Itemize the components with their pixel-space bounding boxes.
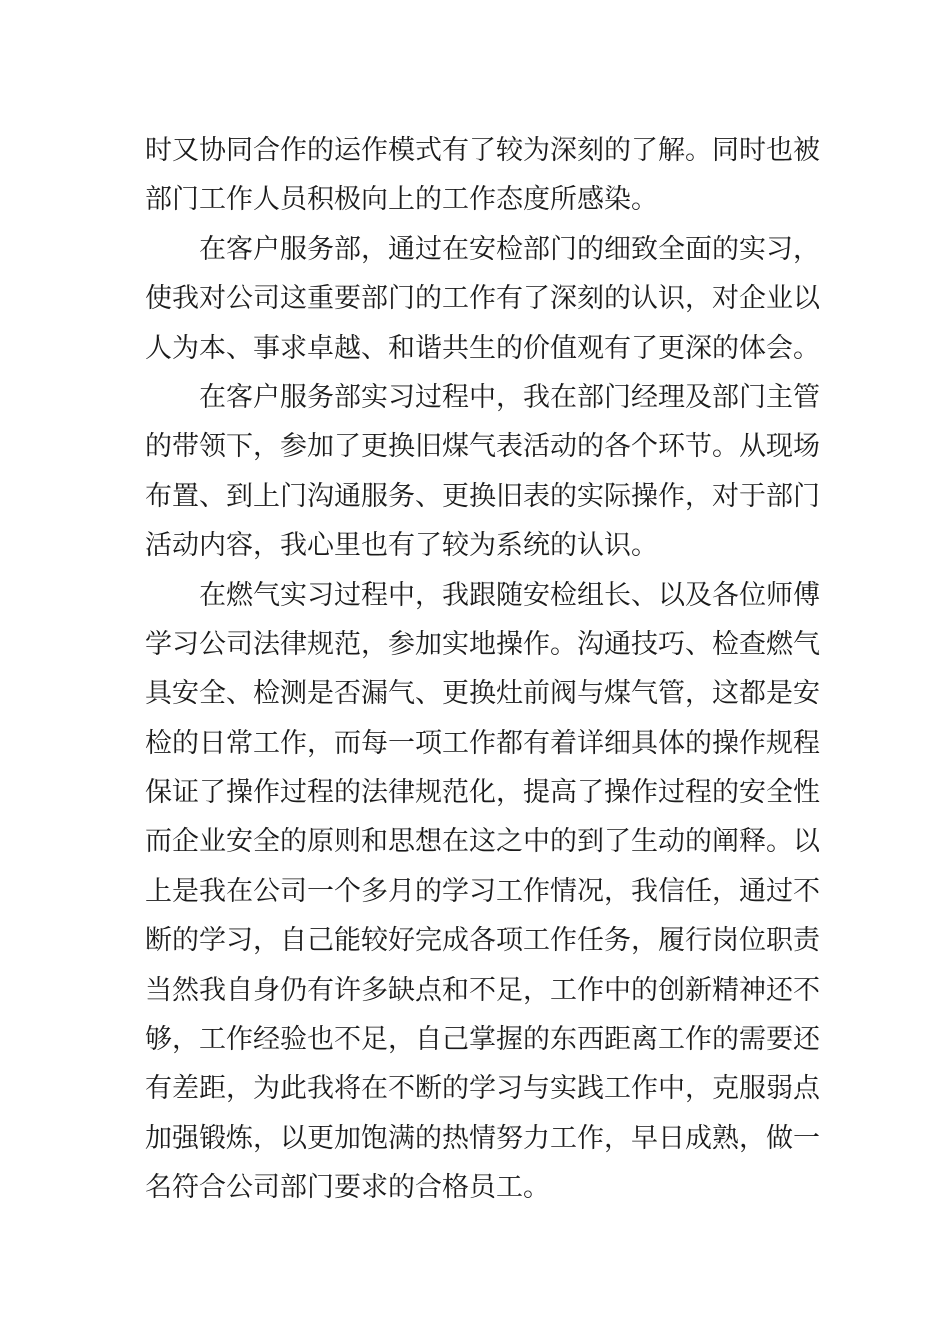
paragraph-start-line: 在客户服务部实习过程中，我在部门经理及部门主管 [199,381,820,413]
text-line: 名符合公司部门要求的合格员工。 [145,1172,550,1204]
text-line: 的带领下，参加了更换旧煤气表活动的各个环节。从现场 [145,431,820,463]
text-line: 上是我在公司一个多月的学习工作情况，我信任，通过不 [145,875,820,907]
paragraph-start-line: 在燃气实习过程中，我跟随安检组长、以及各位师傅 [199,579,820,611]
document-body [145,126,820,1213]
text-line: 时又协同合作的运作模式有了较为深刻的了解。同时也被 [145,135,820,166]
text-line: 检的日常工作，而每一项工作都有着详细具体的操作规程 [145,727,820,759]
text-line: 够，工作经验也不足，自己掌握的东西距离工作的需要还 [145,1024,820,1056]
text-line: 保证了操作过程的法律规范化，提高了操作过程的安全性 [145,777,820,809]
text-line: 学习公司法律规范，参加实地操作。沟通技巧、检查燃气 [145,628,820,660]
paragraph-start-line: 在客户服务部，通过在安检部门的细致全面的实习， [199,233,820,265]
text-line: 布置、到上门沟通服务、更换旧表的实际操作，对于部门 [145,480,820,512]
text-line: 部门工作人员积极向上的工作态度所感染。 [145,184,658,216]
text-line: 使我对公司这重要部门的工作有了深刻的认识，对企业以 [145,283,820,315]
text-line: 当然我自身仍有许多缺点和不足，工作中的创新精神还不 [145,974,820,1006]
text-line: 人为本、事求卓越、和谐共生的价值观有了更深的体会。 [145,332,820,364]
text-line: 断的学习，自己能较好完成各项工作任务，履行岗位职责 [145,925,820,957]
text-line: 而企业安全的原则和思想在这之中的到了生动的阐释。以 [145,826,820,858]
text-line: 加强锻炼，以更加饱满的热情努力工作，早日成熟，做一 [145,1122,820,1154]
text-line: 有差距，为此我将在不断的学习与实践工作中，克服弱点 [145,1073,820,1105]
text-line: 活动内容，我心里也有了较为系统的认识。 [145,530,658,562]
text-line: 具安全、检测是否漏气、更换灶前阀与煤气管，这都是安 [145,678,820,710]
